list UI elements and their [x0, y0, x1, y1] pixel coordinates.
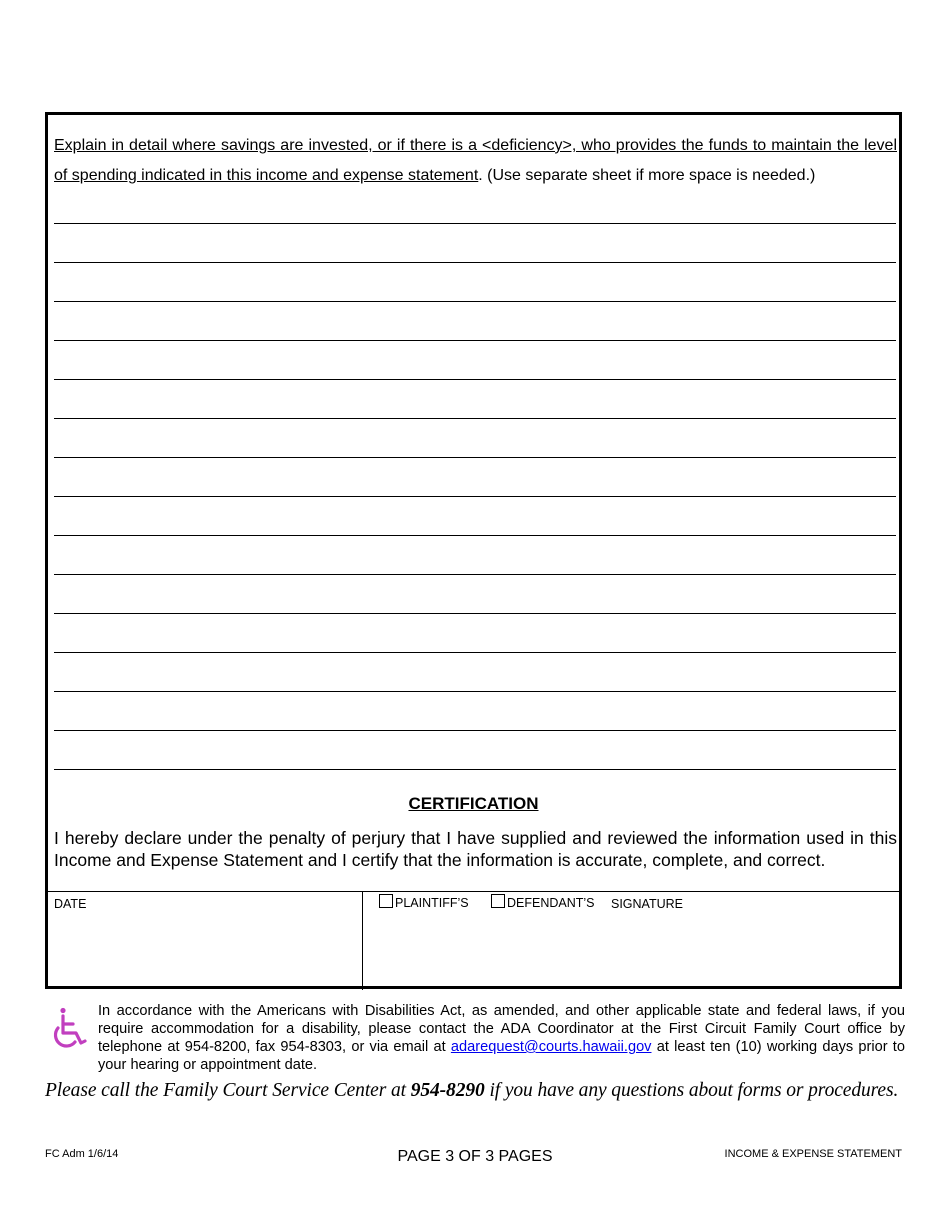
- signature-row: [48, 891, 899, 990]
- form-id: FC Adm 1/6/14: [45, 1148, 119, 1160]
- writing-line-6[interactable]: [54, 418, 896, 419]
- explain-note-text: . (Use separate sheet if more space is needed.): [478, 167, 816, 184]
- writing-line-12[interactable]: [54, 652, 896, 653]
- defendant-option[interactable]: [491, 894, 595, 910]
- form-box: [45, 112, 902, 989]
- writing-line-7[interactable]: [54, 457, 896, 458]
- wheelchair-icon: [48, 1006, 88, 1050]
- page-number: PAGE 3 OF 3 PAGES: [397, 1148, 553, 1165]
- writing-line-11[interactable]: [54, 613, 896, 614]
- plaintiff-option[interactable]: [379, 894, 469, 910]
- writing-line-15[interactable]: [54, 769, 896, 770]
- plaintiff-checkbox[interactable]: [379, 894, 393, 908]
- form-title: INCOME & EXPENSE STATEMENT: [724, 1148, 902, 1160]
- ada-notice: [45, 1000, 905, 1072]
- call-text-before: Please call the Family Court Service Center at: [45, 1080, 411, 1101]
- writing-line-4[interactable]: [54, 340, 896, 341]
- writing-line-5[interactable]: [54, 379, 896, 380]
- signature-divider: [362, 892, 363, 990]
- signature-field-label: SIGNATURE: [611, 897, 683, 911]
- service-center-call-line: [45, 1080, 905, 1102]
- writing-line-14[interactable]: [54, 730, 896, 731]
- ada-text-after: at least ten (10) working days prior to your hearing or appointment date.: [98, 1039, 905, 1073]
- defendant-checkbox[interactable]: [491, 894, 505, 908]
- writing-line-10[interactable]: [54, 574, 896, 575]
- defendant-label: DEFENDANT’S: [507, 896, 595, 910]
- date-field-label: DATE: [54, 897, 87, 911]
- service-center-phone: 954-8290: [410, 1080, 485, 1101]
- ada-email-link[interactable]: adarequest@courts.hawaii.gov: [450, 1039, 652, 1055]
- writing-line-1[interactable]: [54, 223, 896, 224]
- writing-line-13[interactable]: [54, 691, 896, 692]
- certification-title: CERTIFICATION: [408, 794, 539, 813]
- certification-text: I hereby declare under the penalty of perjury that I have supplied and reviewed the information used in this Income and Expense Statement and I certify that the information is accurate, complete, and correct.: [54, 828, 897, 870]
- plaintiff-label: PLAINTIFF’S: [395, 896, 469, 910]
- writing-line-3[interactable]: [54, 301, 896, 302]
- ada-notice-text: [98, 1002, 905, 1074]
- writing-line-2[interactable]: [54, 262, 896, 263]
- explain-underlined-text: Explain in detail where savings are invested, or if there is a <deficiency>, who provides the funds to maintain the level of spending indicated in this income and expense statement: [54, 137, 897, 184]
- ada-text-before: In accordance with the Americans with Disabilities Act, as amended, and other applicable state and federal laws, if you require accommodation for a disability, please contact the ADA Coordinator at the First Circuit Family Court office by telephone at 954-8200, fax 954-8303, or via email at: [98, 1003, 905, 1055]
- explain-instructions: [54, 131, 897, 191]
- writing-line-8[interactable]: [54, 496, 896, 497]
- call-text-after: if you have any questions about forms or procedures.: [484, 1080, 899, 1101]
- writing-line-9[interactable]: [54, 535, 896, 536]
